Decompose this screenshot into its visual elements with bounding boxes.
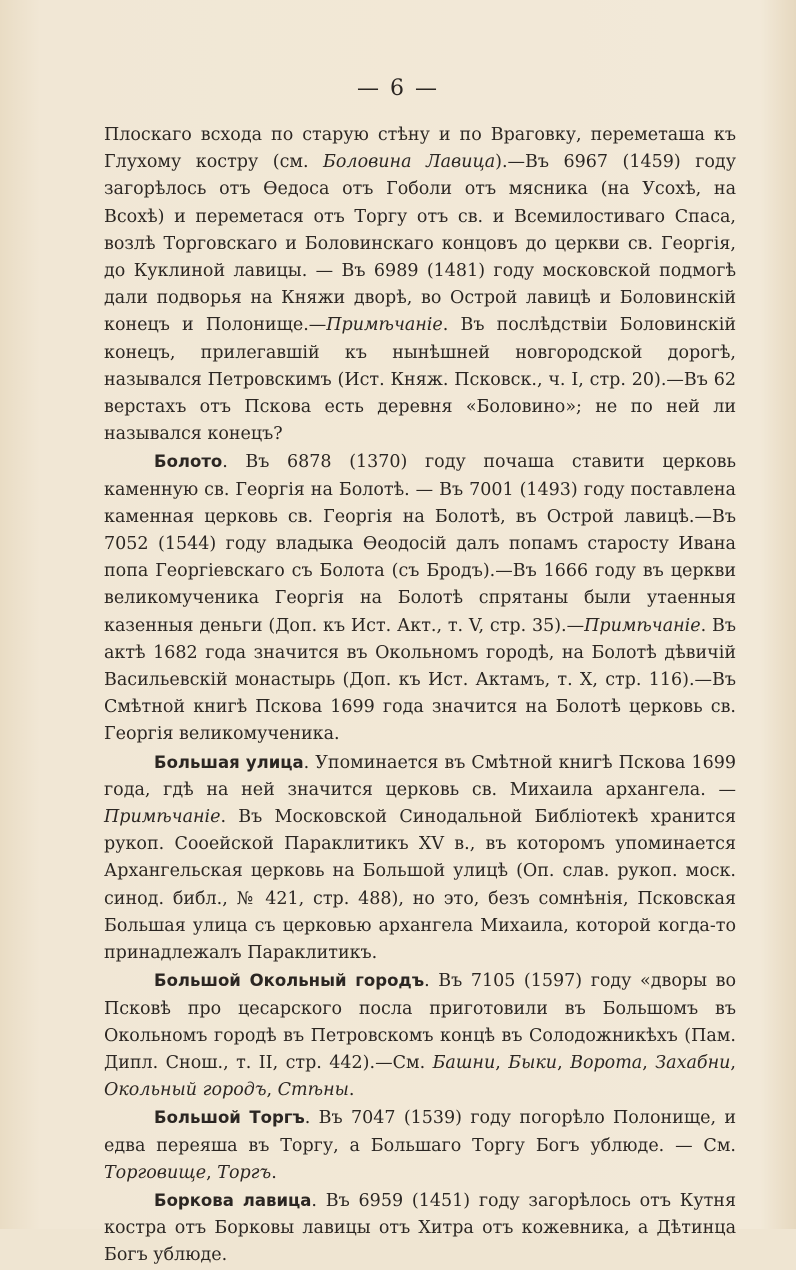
paragraph — [104, 967, 736, 1104]
italic-reference: Примѣчаніе — [326, 315, 443, 336]
entry-heading: Боркова лавица — [154, 1190, 312, 1210]
text-run: ).—Въ 6967 (1459) году загорѣлось отъ Ѳедоса отъ Гоболи отъ мясника (на Усохѣ, на Всохѣ) и переметася отъ Торгу отъ св. и Всемилостиваго Спаса, возлѣ Торговскаго и Боловинскаго концовъ до церкви св. Георгія, до Куклиной лавицы. — Въ 6989 (1481) году московской подмогѣ дали подворья на Княжи дворѣ, во Острой лавицѣ и Боловинскій конецъ и Полонище.— — [104, 152, 736, 336]
italic-reference: Захабни — [655, 1052, 731, 1073]
text-run: , — [206, 1162, 218, 1183]
text-body — [104, 122, 736, 1270]
italic-reference: Быки — [508, 1052, 558, 1073]
text-run: . — [271, 1162, 277, 1183]
text-run: Плоскаго всхода по старую стѣну и по Враговку, переметаша къ Глухому костру (см. — [104, 125, 736, 173]
italic-reference: Торговище — [104, 1162, 207, 1183]
text-run: . — [348, 1080, 355, 1101]
text-run: . Въ 7047 (1539) году погорѣло Полонище, и едва переяша въ Торгу, а Большаго Торгу Богъ ублюде. — См. — [104, 1108, 736, 1156]
italic-reference: Ворота — [570, 1052, 643, 1073]
text-run: . Въ актѣ 1682 года значится въ Окольномъ городѣ, на Болотѣ дѣвичій Васильевскій монастырь (Доп. къ Ист. Актамъ, т. X, стр. 116).—Въ Смѣтной книгѣ Пскова 1699 года значится на Болотѣ церковь св. Георгія великомученика. — [104, 615, 736, 745]
entry-heading: Болото — [154, 452, 223, 472]
text-run: , — [557, 1052, 571, 1073]
italic-reference: Окольный городъ — [104, 1080, 267, 1101]
entry-heading: Большая улица — [154, 752, 304, 772]
text-run: , — [266, 1080, 278, 1101]
text-run: , — [495, 1052, 509, 1073]
text-run: . Въ 6959 (1451) году загорѣлось отъ Кутня костра отъ Борковы лавицы отъ Хитра отъ кожевника, а Дѣтинца Богъ ублюде. — [104, 1190, 737, 1266]
text-run: . Упоминается въ Смѣтной книгѣ Пскова 1699 года, гдѣ на ней значится церковь св. Михаила архангела. — — [104, 752, 736, 800]
paragraph — [104, 448, 736, 748]
paragraph — [104, 749, 736, 968]
italic-reference: Примѣчаніе — [104, 807, 221, 828]
paragraph — [104, 1187, 736, 1270]
text-run: . Въ 6878 (1370) году почаша ставити церковь каменную св. Георгія на Болотѣ. — Въ 7001 (1493) году поставлена каменная церковь св. Георгія на Болотѣ, въ Острой лавицѣ.—Въ 7052 (1544) году владыка Ѳеодосій далъ попамъ старосту Ивана попа Георгіевскаго съ Болота (съ Бродъ).—Въ 1666 году въ церкви великомученика Георгія на Болотѣ спрятаны были утаенныя казенныя деньги (Доп. къ Ист. Акт., т. V, стр. 35).— — [104, 452, 736, 636]
text-run: . Въ послѣдствіи Боловинскій конецъ, прилегавшій къ нынѣшней новгородской дорогѣ, назывался Петровскимъ (Ист. Княж. Псковск., ч. I, стр. 20).—Въ 62 верстахъ отъ Пскова есть деревня «Боловино»; не по ней ли назывался конецъ? — [104, 315, 736, 445]
text-run: . Въ 7105 (1597) году «дворы во Псковѣ про цесарского посла приготовили въ Большомъ въ Окольномъ городѣ въ Петровскомъ концѣ въ Солодожникѣхъ (Пам. Дипл. Снош., т. II, стр. 442).—См. — [104, 971, 736, 1073]
entry-heading: Большой Окольный городъ — [154, 971, 425, 991]
italic-reference: Стѣны — [277, 1080, 349, 1101]
page-number: — 6 — — [357, 76, 439, 101]
text-run: . Въ Московской Синодальной Библіотекѣ хранится рукоп. Сооейской Параклитикъ XV в., въ которомъ упоминается Архангельская церковь на Большой улицѣ (Оп. слав. рукоп. моск. синод. библ., № 421, стр. 488), но это, безъ сомнѣнія, Псковская Большая улица съ церковью архангела Михаила, которой когда-то принадлежалъ Параклитикъ. — [104, 807, 736, 964]
italic-reference: Торгъ — [217, 1162, 272, 1183]
paragraph — [104, 1104, 736, 1187]
italic-reference: Примѣчаніе — [584, 615, 701, 636]
paragraph — [104, 122, 736, 448]
italic-reference: Боловина Лавица — [323, 152, 496, 173]
text-run: , — [642, 1052, 656, 1073]
italic-reference: Башни — [432, 1052, 496, 1073]
entry-heading: Большой Торгъ — [154, 1108, 305, 1128]
text-run: , — [730, 1052, 736, 1073]
